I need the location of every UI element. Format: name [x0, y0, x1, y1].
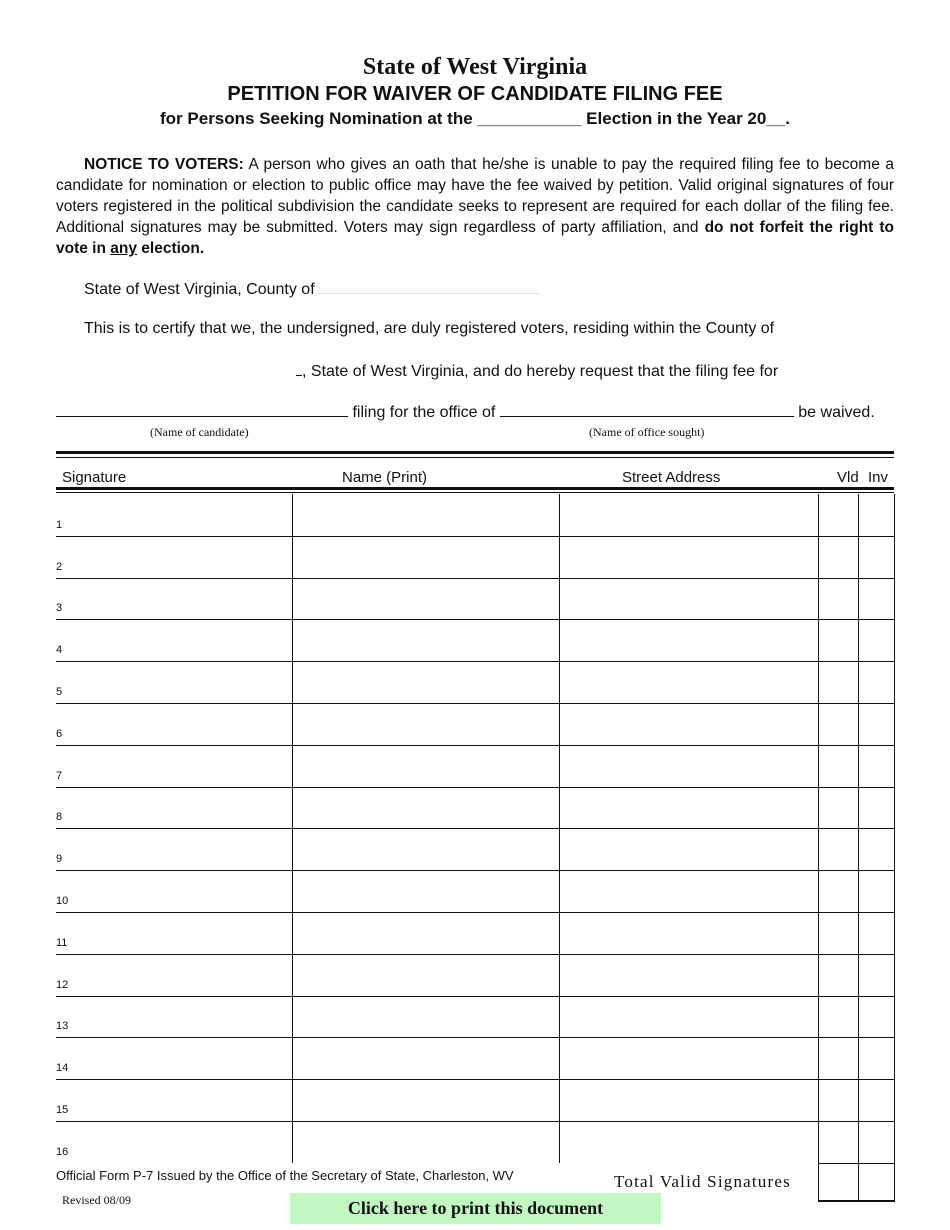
row-number: 10	[56, 895, 69, 907]
total-valid-signatures-label: Total Valid Signatures	[614, 1172, 791, 1191]
col-header-invalid: Inv	[868, 469, 889, 486]
col-header-address: Street Address	[622, 469, 721, 486]
row-number: 13	[56, 1020, 69, 1033]
row-number: 16	[56, 1145, 69, 1158]
col-header-name: Name (Print)	[342, 469, 428, 486]
table-row[interactable]	[56, 745, 894, 746]
subtitle-part2: Election in the Year 20	[586, 109, 767, 128]
row-number: 2	[56, 560, 63, 573]
table-row[interactable]	[56, 1121, 894, 1122]
table-row[interactable]	[56, 661, 894, 662]
table-row[interactable]	[56, 912, 894, 913]
table-row[interactable]	[56, 1079, 894, 1080]
row-number: 9	[56, 853, 63, 866]
column-divider	[858, 494, 859, 1201]
row-number: 6	[56, 727, 63, 740]
state-title: State of West Virginia	[362, 54, 588, 80]
county-name-field[interactable]	[56, 362, 296, 376]
row-number: 7	[56, 769, 63, 782]
notice-any: any	[110, 240, 137, 257]
table-row[interactable]	[56, 703, 894, 704]
col-header-signature: Signature	[62, 469, 127, 486]
row-number: 3	[56, 602, 63, 615]
row-number: 11	[56, 936, 68, 949]
total-box-bottom	[818, 1200, 895, 1202]
row-number: 12	[56, 978, 69, 991]
county-line	[84, 279, 539, 299]
revised-date: Revised 08/09	[62, 1193, 131, 1207]
official-form-note: Official Form P-7 Issued by the Office of the Secretary of State, Charleston, WV	[56, 1168, 514, 1183]
election-blank: ___________	[477, 109, 582, 128]
col-header-valid: Vld	[837, 469, 859, 486]
table-row[interactable]	[56, 619, 894, 620]
table-row[interactable]	[56, 996, 894, 997]
row-number: 5	[56, 686, 63, 698]
subtitle-end: .	[785, 109, 790, 128]
notice-bold-1: do not forfeit the right to vote in	[56, 219, 894, 257]
year-blank: __	[766, 109, 786, 128]
notice-to-voters	[56, 154, 894, 259]
table-row[interactable]	[56, 954, 894, 955]
table-row[interactable]	[56, 578, 894, 579]
notice-label: NOTICE TO VOTERS:	[84, 156, 244, 173]
notice-body: A person who gives an oath that he/she is unable to pay the required filing fee to become a candidate for nomination or election to public office may have the fee waived by petition. Valid original signatures of four voters registered in the political subdivision the candidate seeks to represent are required for each dollar of the filing fee. Additional signatures may be submitted. Voters may sign regardless of party affiliation, and	[56, 156, 894, 236]
header-rule-bottom-thin	[56, 492, 894, 493]
table-row[interactable]	[56, 870, 894, 871]
row-number: 15	[56, 1104, 69, 1116]
column-divider	[894, 494, 895, 1201]
table-row[interactable]	[56, 787, 894, 788]
column-divider	[818, 494, 819, 1201]
certify-text: This is to certify that we, the undersigned, are duly registered voters, residing within the County of	[84, 320, 775, 337]
office-name-field[interactable]	[500, 402, 794, 417]
county-field[interactable]	[319, 279, 539, 294]
subtitle-part1: for Persons Seeking Nomination at the	[160, 109, 473, 128]
table-row[interactable]	[56, 1037, 894, 1038]
form-subtitle	[0, 109, 950, 129]
row-number: 14	[56, 1062, 69, 1075]
table-row[interactable]	[56, 828, 894, 829]
caption-office: (Name of office sought)	[589, 425, 705, 439]
candidate-name-field[interactable]	[56, 402, 348, 417]
row-number: 4	[56, 644, 63, 657]
state-text: , State of West Virginia, and do hereby request that the filing fee for	[302, 363, 779, 380]
waived-text: be waived.	[798, 404, 875, 421]
form-title: PETITION FOR WAIVER OF CANDIDATE FILING FEE	[227, 83, 723, 105]
print-document-button[interactable]: Click here to print this document	[290, 1193, 661, 1224]
header-rule-bottom-thick	[56, 487, 894, 490]
table-row[interactable]	[56, 536, 894, 537]
total-box-top	[818, 1163, 894, 1164]
fee-line	[56, 402, 875, 422]
filing-text: filing for the office of	[352, 404, 496, 421]
caption-candidate: (Name of candidate)	[150, 425, 249, 439]
notice-bold-2: election.	[141, 240, 205, 257]
row-number: 8	[56, 811, 63, 824]
state-line	[56, 361, 778, 381]
header-rule-top-thin	[56, 457, 894, 458]
county-label: State of West Virginia, County of	[84, 281, 315, 298]
header-rule-top-thick	[56, 451, 894, 454]
row-number: 1	[56, 518, 63, 531]
